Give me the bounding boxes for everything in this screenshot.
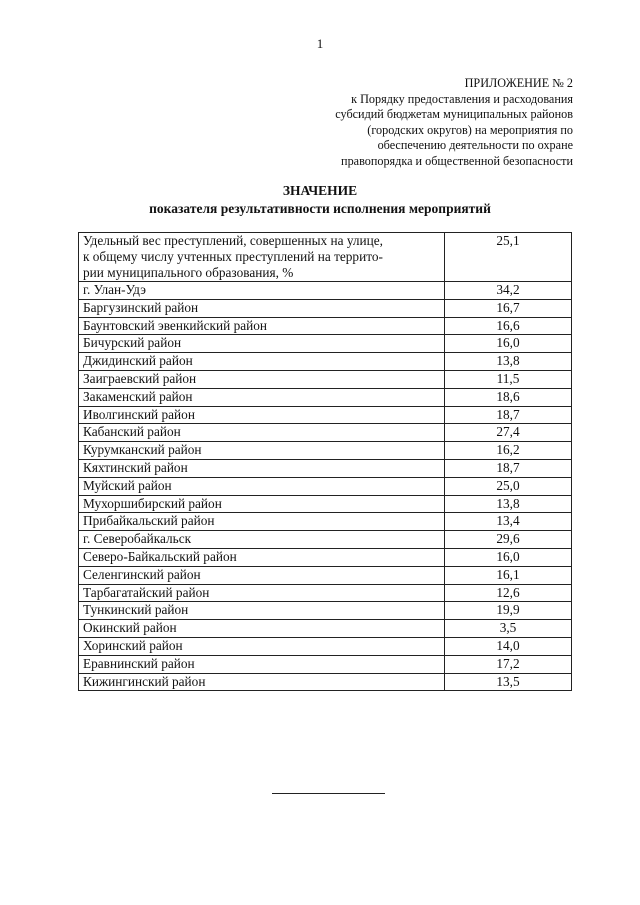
- district-value: 29,6: [445, 531, 572, 549]
- document-title: ЗНАЧЕНИЕ: [282, 183, 358, 198]
- district-name: Кижингинский район: [79, 673, 445, 691]
- district-name: Хоринский район: [79, 637, 445, 655]
- table-row: [79, 548, 572, 566]
- district-name: Баунтовский эвенкийский район: [79, 317, 445, 335]
- district-name: Баргузинский район: [79, 299, 445, 317]
- appendix-line: (городских округов) на мероприятия по: [367, 122, 573, 137]
- district-name: Северо-Байкальский район: [79, 548, 445, 566]
- district-value: 16,6: [445, 317, 572, 335]
- district-name: Окинский район: [79, 620, 445, 638]
- district-value: 13,8: [445, 353, 572, 371]
- appendix-line: правопорядка и общественной безопасности: [341, 153, 573, 168]
- appendix-heading: [273, 76, 573, 170]
- district-value: 12,6: [445, 584, 572, 602]
- district-name: Джидинский район: [79, 353, 445, 371]
- district-name: Тарбагатайский район: [79, 584, 445, 602]
- table-row: [79, 602, 572, 620]
- district-name: Прибайкальский район: [79, 513, 445, 531]
- table-row: [79, 317, 572, 335]
- district-value: 16,0: [445, 335, 572, 353]
- district-name: Бичурский район: [79, 335, 445, 353]
- appendix-line: субсидий бюджетам муниципальных районов: [335, 107, 573, 122]
- district-value: 17,2: [445, 655, 572, 673]
- table-row: [79, 637, 572, 655]
- indicator-description-line: Удельный вес преступлений, совершенных на улице,: [83, 233, 383, 248]
- district-value: 16,2: [445, 442, 572, 460]
- table-row: [79, 353, 572, 371]
- table-row: [79, 442, 572, 460]
- page-number: 1: [316, 36, 324, 51]
- district-name: Закаменский район: [79, 388, 445, 406]
- district-name: Заиграевский район: [79, 370, 445, 388]
- table-row: [79, 388, 572, 406]
- indicator-description: [79, 233, 445, 282]
- appendix-line: к Порядку предоставления и расходования: [351, 91, 573, 106]
- district-name: г. Улан-Удэ: [79, 282, 445, 300]
- district-value: 13,5: [445, 673, 572, 691]
- table-row: [79, 477, 572, 495]
- district-value: 3,5: [445, 620, 572, 638]
- district-name: Мухоршибирский район: [79, 495, 445, 513]
- district-name: Иволгинский район: [79, 406, 445, 424]
- table-row: [79, 299, 572, 317]
- district-value: 18,6: [445, 388, 572, 406]
- district-value: 18,7: [445, 406, 572, 424]
- district-name: Еравнинский район: [79, 655, 445, 673]
- table-row: [79, 673, 572, 691]
- indicator-table: [78, 232, 572, 691]
- table-row: [79, 620, 572, 638]
- district-value: 18,7: [445, 459, 572, 477]
- table-header-row: [79, 233, 572, 282]
- table-row: [79, 495, 572, 513]
- district-value: 16,1: [445, 566, 572, 584]
- indicator-description-line: рии муниципального образования, %: [83, 265, 294, 280]
- footer-divider: [272, 793, 385, 794]
- table-row: [79, 282, 572, 300]
- table-row: [79, 424, 572, 442]
- appendix-line: обеспечению деятельности по охране: [377, 138, 573, 153]
- table-row: [79, 406, 572, 424]
- table-row: [79, 531, 572, 549]
- district-value: 11,5: [445, 370, 572, 388]
- district-value: 16,0: [445, 548, 572, 566]
- district-name: Курумканский район: [79, 442, 445, 460]
- district-value: 19,9: [445, 602, 572, 620]
- district-name: Кабанский район: [79, 424, 445, 442]
- district-name: г. Северобайкальск: [79, 531, 445, 549]
- document-subtitle: показателя результативности исполнения мероприятий: [149, 201, 491, 216]
- table-row: [79, 459, 572, 477]
- district-name: Кяхтинский район: [79, 459, 445, 477]
- table-row: [79, 566, 572, 584]
- appendix-line: ПРИЛОЖЕНИЕ № 2: [464, 76, 573, 90]
- district-value: 16,7: [445, 299, 572, 317]
- table-row: [79, 584, 572, 602]
- indicator-total-value: 25,1: [445, 233, 572, 282]
- district-name: Муйский район: [79, 477, 445, 495]
- indicator-description-line: к общему числу учтенных преступлений на террито-: [83, 249, 383, 264]
- district-value: 14,0: [445, 637, 572, 655]
- table-row: [79, 370, 572, 388]
- district-value: 34,2: [445, 282, 572, 300]
- district-value: 13,8: [445, 495, 572, 513]
- district-value: 13,4: [445, 513, 572, 531]
- district-value: 27,4: [445, 424, 572, 442]
- district-name: Тункинский район: [79, 602, 445, 620]
- table-row: [79, 655, 572, 673]
- table-row: [79, 335, 572, 353]
- district-name: Селенгинский район: [79, 566, 445, 584]
- district-value: 25,0: [445, 477, 572, 495]
- table-row: [79, 513, 572, 531]
